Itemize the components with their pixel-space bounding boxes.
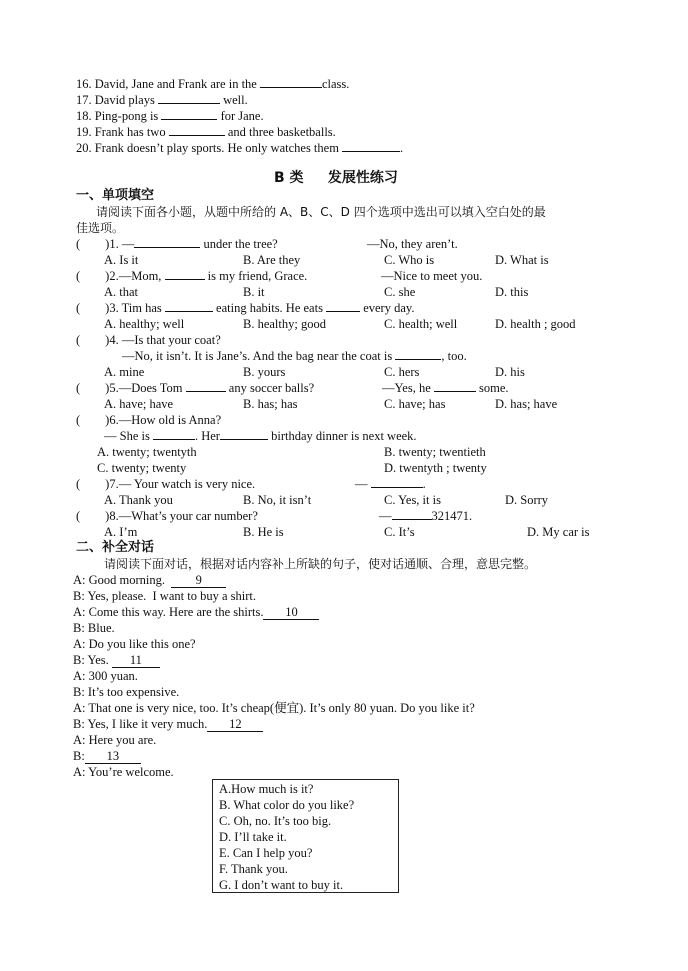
section1-instruction-2: 佳选项。	[76, 221, 125, 235]
dialogue-line-11: A: Here you are.	[73, 733, 157, 747]
mcq4-line2: —No, it isn’t. It is Jane’s. And the bag near the coat is , too.	[122, 349, 467, 363]
mcq6-blank-2[interactable]	[220, 428, 268, 440]
q20-blank[interactable]	[342, 140, 400, 152]
mcq4-option-c[interactable]: C. hers	[384, 365, 420, 379]
q17-blank[interactable]	[158, 92, 220, 104]
mcq6-option-c[interactable]: C. twenty; twenty	[97, 461, 187, 475]
mcq3-option-d[interactable]: D. health ; good	[495, 317, 576, 331]
mcq5-option-a[interactable]: A. have; have	[104, 397, 174, 411]
dialogue-line-9: A: That one is very nice, too. It’s cheap(便宜). It’s only 80 yuan. Do you like it?	[73, 701, 475, 715]
q20-text: 20. Frank doesn’t play sports. He only watches them	[76, 141, 343, 155]
dialogue-blank-12[interactable]: 12	[207, 718, 263, 732]
question-19	[76, 124, 336, 140]
mcq1-blank[interactable]	[134, 236, 200, 248]
mcq3-option-a[interactable]: A. healthy; well	[104, 317, 185, 331]
mcq3-option-c[interactable]: C. health; well	[384, 317, 458, 331]
mcq6-option-a[interactable]: A. twenty; twentyth	[97, 445, 197, 459]
dialogue-line-5: A: Do you like this one?	[73, 637, 196, 651]
dialogue-line-6: B: Yes. 11	[73, 652, 160, 668]
mcq3-blank-1[interactable]	[165, 300, 213, 312]
mcq2-option-c[interactable]: C. she	[384, 285, 416, 299]
dialogue-line-13: A: You’re welcome.	[73, 765, 174, 779]
question-20	[76, 140, 403, 156]
mcq-3: ( )3. Tim has eating habits. He eats every day.	[76, 301, 415, 315]
question-16	[76, 76, 349, 92]
q16-text: 16. David, Jane and Frank are in the	[76, 77, 260, 91]
dialogue-line-1: A: Good morning. 9	[73, 572, 226, 588]
dialogue-line-12: B: 13	[73, 748, 141, 764]
mcq1-option-d[interactable]: D. What is	[495, 253, 549, 267]
mcq5-blank-1[interactable]	[186, 380, 226, 392]
mcq7-option-a[interactable]: A. Thank you	[104, 493, 173, 507]
q19-text-after: and three basketballs.	[224, 125, 336, 139]
mcq2-reply: —Nice to meet you.	[381, 269, 483, 283]
dialogue-blank-10[interactable]: 10	[263, 606, 319, 620]
mcq6-blank-1[interactable]	[153, 428, 195, 440]
mcq7-option-b[interactable]: B. No, it isn’t	[243, 493, 312, 507]
mcq3-option-b[interactable]: B. healthy; good	[243, 317, 326, 331]
q20-text-after: .	[400, 141, 404, 155]
option-c[interactable]: C. Oh, no. It’s too big.	[219, 814, 332, 828]
option-g[interactable]: G. I don’t want to buy it.	[219, 878, 344, 892]
mcq-1: ( )1. — under the tree?	[76, 237, 278, 251]
mcq7-option-c[interactable]: C. Yes, it is	[384, 493, 441, 507]
question-18	[76, 108, 264, 124]
mcq4-option-b[interactable]: B. yours	[243, 365, 286, 379]
dialogue-blank-11[interactable]: 11	[112, 654, 160, 668]
mcq6-option-d[interactable]: D. twentyth ; twenty	[384, 461, 487, 475]
mcq8-option-c[interactable]: C. It’s	[384, 525, 415, 539]
option-a[interactable]: A.How much is it?	[219, 782, 314, 796]
dialogue-line-3: A: Come this way. Here are the shirts. 10	[73, 604, 319, 620]
option-d[interactable]: D. I’ll take it.	[219, 830, 287, 844]
mcq8-option-d[interactable]: D. My car is	[527, 525, 590, 539]
dialogue-line-2: B: Yes, please. I want to buy a shirt.	[73, 589, 256, 603]
mcq4-blank[interactable]	[395, 348, 441, 360]
dialogue-line-8: B: It’s too expensive.	[73, 685, 180, 699]
q16-blank[interactable]	[260, 76, 322, 88]
mcq8-option-a[interactable]: A. I’m	[104, 525, 138, 539]
question-17	[76, 92, 248, 108]
mcq2-blank[interactable]	[165, 268, 205, 280]
mcq-8: ( )8.—What’s your car number?	[76, 509, 258, 523]
options-box	[212, 779, 399, 893]
option-e[interactable]: E. Can I help you?	[219, 846, 313, 860]
dialogue-line-10: B: Yes, I like it very much. 12	[73, 716, 263, 732]
mcq-6: ( )6.—How old is Anna?	[76, 413, 222, 427]
dialogue-blank-13[interactable]: 13	[85, 750, 141, 764]
mcq3-blank-2[interactable]	[326, 300, 360, 312]
q19-blank[interactable]	[169, 124, 225, 136]
dialogue-blank-9[interactable]: 9	[171, 574, 226, 588]
q17-text: 17. David plays	[76, 93, 158, 107]
q16-text-after: class.	[321, 77, 350, 91]
mcq8-reply: — 321471.	[379, 509, 473, 523]
dialogue-line-4: B: Blue.	[73, 621, 115, 635]
q17-text-after: well.	[219, 93, 248, 107]
mcq1-option-a[interactable]: A. Is it	[104, 253, 139, 267]
mcq2-option-d[interactable]: D. this	[495, 285, 529, 299]
mcq4-option-d[interactable]: D. his	[495, 365, 525, 379]
mcq5-option-c[interactable]: C. have; has	[384, 397, 446, 411]
mcq8-blank[interactable]	[392, 508, 432, 520]
mcq5-reply: —Yes, he some.	[382, 381, 509, 395]
section-title: B 类 发展性练习	[274, 170, 398, 186]
mcq-4: ( )4. —Is that your coat?	[76, 333, 221, 347]
section1-instruction: 请阅读下面各小题，从题中所给的 A、B、C、D 四个选项中选出可以填入空白处的最	[96, 205, 546, 219]
mcq4-option-a[interactable]: A. mine	[104, 365, 145, 379]
mcq2-option-a[interactable]: A. that	[104, 285, 139, 299]
q18-text-after: for Jane.	[217, 109, 264, 123]
mcq1-option-c[interactable]: C. Who is	[384, 253, 435, 267]
mcq7-reply: — .	[355, 477, 426, 491]
section2-heading: 二、补全对话	[76, 540, 155, 555]
mcq5-blank-2[interactable]	[434, 380, 476, 392]
section1-heading: 一、单项填空	[76, 188, 155, 203]
mcq2-option-b[interactable]: B. it	[243, 285, 265, 299]
q18-text: 18. Ping-pong is	[76, 109, 162, 123]
mcq-7: ( )7.— Your watch is very nice.	[76, 477, 256, 491]
mcq-5: ( )5.—Does Tom any soccer balls?	[76, 381, 315, 395]
q19-text: 19. Frank has two	[76, 125, 169, 139]
section2-instruction: 请阅读下面对话，根据对话内容补上所缺的句子，使对话通顺、合理，意思完整。	[104, 557, 537, 571]
q18-blank[interactable]	[161, 108, 217, 120]
mcq8-option-b[interactable]: B. He is	[243, 525, 284, 539]
mcq1-option-b[interactable]: B. Are they	[243, 253, 301, 267]
mcq5-option-d[interactable]: D. has; have	[495, 397, 558, 411]
mcq-2: ( )2.—Mom, is my friend, Grace.	[76, 269, 308, 283]
mcq7-option-d[interactable]: D. Sorry	[505, 493, 549, 507]
mcq6-option-b[interactable]: B. twenty; twentieth	[384, 445, 486, 459]
mcq5-option-b[interactable]: B. has; has	[243, 397, 298, 411]
option-f[interactable]: F. Thank you.	[219, 862, 288, 876]
option-b[interactable]: B. What color do you like?	[219, 798, 355, 812]
dialogue-line-7: A: 300 yuan.	[73, 669, 138, 683]
mcq1-reply: —No, they aren’t.	[367, 237, 458, 251]
mcq7-blank[interactable]	[371, 476, 423, 488]
mcq6-line2: — She is . Her birthday dinner is next week.	[104, 429, 417, 443]
